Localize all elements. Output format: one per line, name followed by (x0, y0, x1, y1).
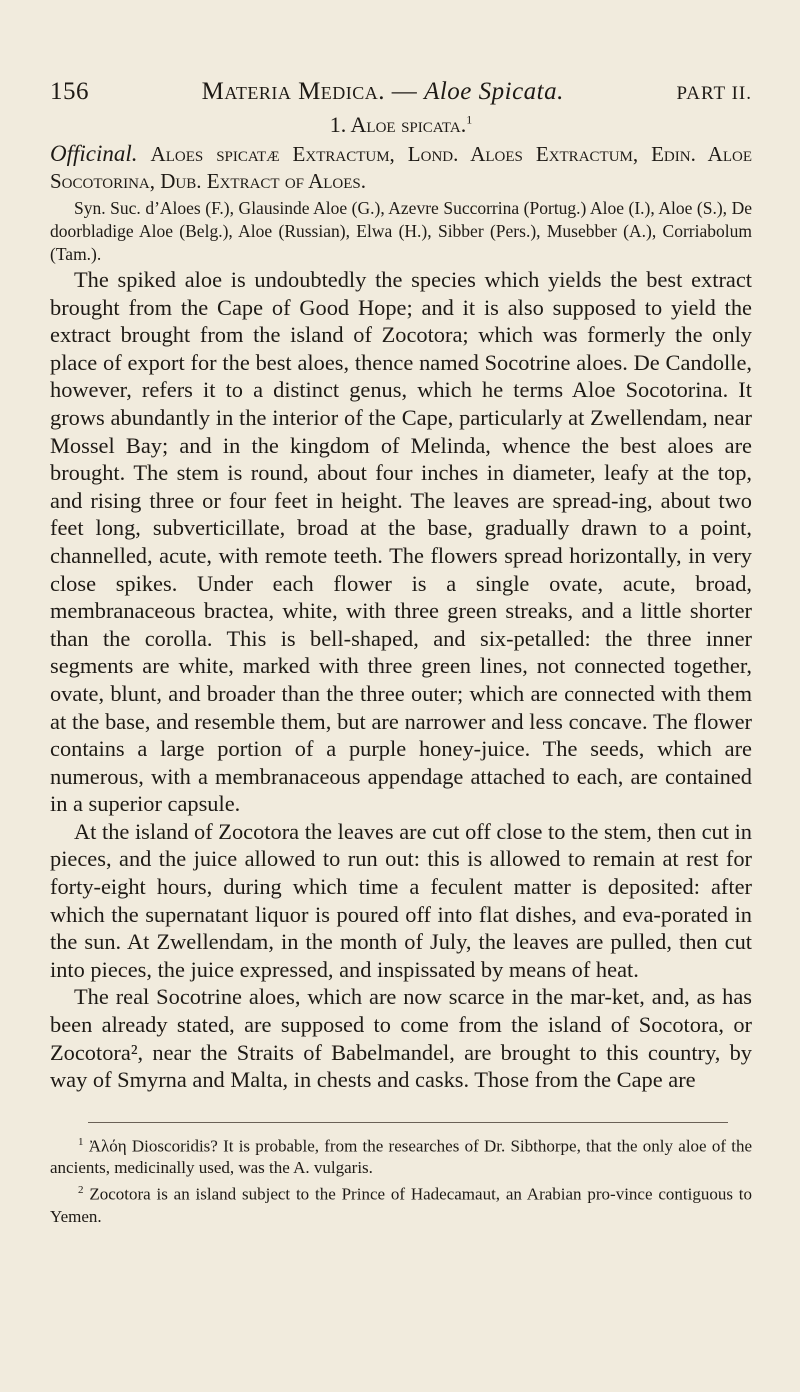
section-heading-text: 1. Aloe spicata. (329, 112, 467, 137)
officinal-preparations (50, 140, 752, 195)
preparation-paragraph: At the island of Zocotora the leaves are cut off close to the stem, then cut in pieces, and the juice allowed to run out: this is allowed to remain at rest for forty-eight hours, during which time a feculent matter is deposited: after which the supernatant liquor is poured off into flat dishes, and eva-porated in the sun. At Zwellendam, in the month of July, the leaves are pulled, then cut into pieces, the juice expressed, and inspissated by means of heat. (50, 818, 752, 982)
description-paragraph: The spiked aloe is undoubtedly the species which yields the best extract brought from the Cape of Good Hope; and it is also supposed to yield the extract brought from the island of Zocotora; which was formerly the only place of export for the best aloes, thence named Socotrine aloes. De Candolle, however, refers it to a distinct genus, which he terms Aloe Socotorina. It grows abundantly in the interior of the Cape, particularly at Zwellendam, near Mossel Bay; and in the kingdom of Melinda, whence the best aloes are brought. The stem is round, about four inches in diameter, leafy at the top, and rising three or four feet in height. The leaves are spread-ing, about two feet long, subverticillate, broad at the base, gradually drawn to a point, channelled, acute, with remote teeth. The flowers spread horizontally, in very close spikes. Under each flower is a single ovate, acute, broad, membranaceous bractea, white, with three green streaks, and a little shorter than the corolla. This is bell-shaped, and six-petalled: the three inner segments are white, marked with three green lines, not connected together, ovate, blunt, and broader than the three outer; which are connected with them at the base, and resemble them, but are narrower and less concave. The flower contains a large portion of a purple honey-juice. The seeds, which are numerous, with a membranaceous appendage attached to each, are contained in a superior capsule. (50, 267, 752, 817)
footnote-2 (50, 1179, 752, 1228)
officinal-text: Aloes spicatæ Extractum, Lond. Aloes Extractum, Edin. Aloe Socotorina, Dub. Extract of Aloes. (50, 142, 753, 193)
page-number: 156 (50, 78, 89, 105)
footnote-2-text: Zocotora is an island subject to the Prince of Hadecamaut, an Arabian pro-vince contiguous to Yemen. (50, 1185, 752, 1227)
section-heading (50, 112, 752, 138)
part-label: PART II. (676, 83, 752, 104)
running-head (50, 78, 752, 106)
footnote-2-mark: 2 (78, 1184, 84, 1197)
running-title (202, 78, 564, 106)
running-title-text: Materia Medica. — (201, 78, 418, 105)
section-heading-note-mark: 1 (466, 112, 473, 127)
footnote-1-text: Ἀλόη Dioscoridis? It is probable, from the researches of Dr. Sibthorpe, that the only aloe of the ancients, medicinally used, was the A. vulgaris. (50, 1136, 752, 1178)
footnote-1 (50, 1131, 752, 1180)
footnote-1-mark: 1 (78, 1135, 84, 1148)
officinal-lead: Officinal. (50, 141, 138, 166)
running-title-italic: Aloe Spicata. (424, 78, 564, 105)
commerce-paragraph: The real Socotrine aloes, which are now scarce in the mar-ket, and, as has been already stated, are supposed to come from the island of Socotora, or Zocotora², near the Straits of Babelmandel, are brought to this country, by way of Smyrna and Malta, in chests and casks. Those from the Cape are (50, 984, 752, 1093)
footnote-rule (88, 1122, 728, 1123)
synonyms-paragraph: Syn. Suc. d’Aloes (F.), Glausinde Aloe (G.), Azevre Succorrina (Portug.) Aloe (I.), Aloe (S.), De doorbladige Aloe (Belg.), Aloe (Russian), Elwa (H.), Sibber (Pers.), Musebber (A.), Corriabolum (Tam.). (50, 198, 752, 264)
